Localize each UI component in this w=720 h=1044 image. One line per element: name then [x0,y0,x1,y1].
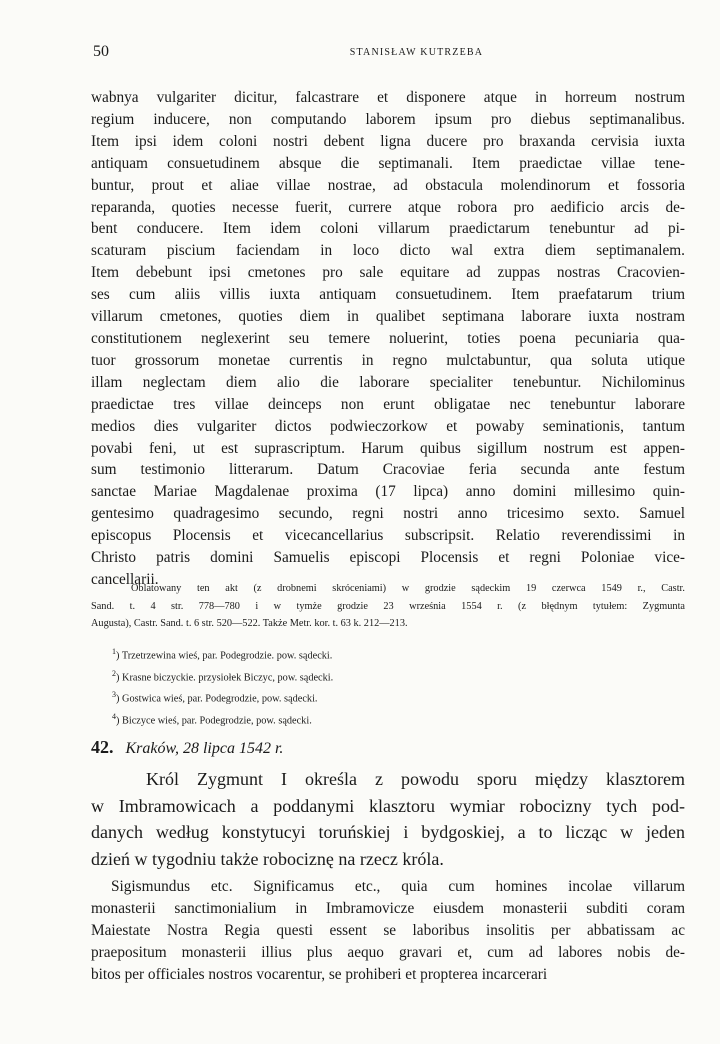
text-line: Maiestate Nostra Regia questi essent se laboribus insolitis per abbatissam ac [91,921,685,939]
footnotes [112,643,672,730]
note-line: Augusta), Castr. Sand. t. 6 str. 520—522. Także Metr. kor. t. 63 k. 212—213. [91,618,408,629]
text-line: gentesimo quadragesimo secundo, regni nostri anno tricesimo sexto. Samuel [91,505,685,523]
note-line: Sand. t. 4 str. 778—780 i w tymże grodzie 23 września 1554 r. (z błędnym tytułem: Zygmunta [91,600,685,612]
footnote-text: ) Biczyce wieś, par. Podegrodzie, pow. sądecki. [116,715,312,727]
text-line: povabi feni, ut est suprascriptum. Harum quibus sigillum nostrum est appen- [91,439,685,457]
footnote-text: ) Krasne biczyckie. przysiołek Biczyc, pow. sądecki. [116,672,334,684]
page-header [93,43,690,65]
document-summary [91,766,685,872]
text-line: praepositum monasterii illius plus aequo gravari et, cum ad labores nobis de- [91,943,685,961]
text-line: bitos per officiales nostros vocarentur, se prohiberi et propterea incarcerari [91,965,548,983]
document-text [91,876,685,986]
footnote-mark: 2 [112,668,116,678]
running-head: STANISŁAW KUTRZEBA [349,47,484,58]
footnote [112,686,672,708]
text-line: praedictae tres villae deinceps non erunt obligatae nec tenebuntur laborare [91,395,685,413]
text-line: Christo patris domini Samuelis episcopi Plocensis et regni Poloniae vice- [91,549,685,567]
text-line: medios dies vulgariter dictos podwieczorkow et powaby seminationis, tantum [91,417,685,435]
text-line: reparanda, quoties necesse fuerit, currere atque robora pro aedificio arcis de- [91,198,685,216]
text-line: wabnya vulgariter dicitur, falcastrare et disponere atque in horreum nostrum [91,89,685,106]
text-line: antiquam consuetudinem absque die septimanali. Item praedictae villae tene- [91,154,685,172]
archival-note [91,580,685,633]
summary-line: danych według konstytucyi toruńskiej i bydgoskiej, a to licząc w jeden [91,822,685,843]
footnote [112,708,672,730]
text-line: villarum cmetones, quoties diem in qualibet septimana laborare iuxta nostram [91,308,685,326]
text-line: sanctae Mariae Magdalenae proxima (17 lipca) anno domini millesimo quin- [91,483,685,501]
summary-line: Król Zygmunt I określa z powodu sporu między klasztorem [146,769,685,789]
footnote-text: ) Trzetrzewina wieś, par. Podegrodzie. pow. sądecki. [116,650,333,662]
text-line: constitutionem neglexerint seu temere noluerint, toties poena pecuniaria qua- [91,329,685,347]
footnote-mark: 1 [112,647,116,656]
text-line: cancellarii. [91,570,159,588]
footnote-mark: 4 [112,711,116,721]
document-place-date: Kraków, 28 lipca 1542 r. [125,740,284,757]
text-line: Sigismundus etc. Significamus etc., quia cum homines incolae villarum [111,878,685,895]
document-number: 42. [91,737,114,757]
page-number: 50 [93,43,109,60]
summary-line: w Imbramowicach a poddanymi klasztoru wymiar robocizny tych pod- [91,795,685,816]
footnote [112,643,672,665]
text-line: scaturam piscium faciendam in loco dicto wal extra diem septimanalem. [91,242,685,260]
footnote [112,665,672,687]
note-line: Oblatowany ten akt (z drobnemi skróceniami) w grodzie sądeckim 19 czerwca 1549 r., Castr. [131,583,685,594]
text-line: ses cum aliis villis iuxta antiquam consuetudinem. Item praefatarum trium [91,286,685,304]
text-line: episcopus Plocensis et vicecancellarius subscripsit. Relatio reverendissimi in [91,527,685,545]
footnote-text: ) Gostwica wieś, par. Podegrodzie, pow. sądecki. [116,693,318,705]
text-line: Item ipsi idem coloni nostri debent ligna ducere pro braxanda cervisia iuxta [91,132,685,150]
text-line: bent conducere. Item idem coloni villarum praedictarum tenebuntur ad pi- [91,220,685,238]
summary-line: dzień w tygodniu także robociznę na rzecz króla. [91,848,444,869]
text-line: Item debebunt ipsi cmetones pro sale equitare ad zuppas nostras Cracovien- [91,264,685,282]
text-line: buntur, prout et aliae villae nostrae, ad obstacula molendinorum et fossoria [91,176,685,194]
document-heading [91,737,283,758]
text-line: monasterii sanctimonialium in Imbramovicze eiusdem monasterii subditi coram [91,899,685,917]
text-line: illam neglectam diem alio die laborare specialiter tenebuntur. Nichilominus [91,373,685,391]
text-line: regium inducere, non computando laborem ipsum pro diebus septimanalibus. [91,110,685,128]
footnote-mark: 3 [112,690,116,700]
text-line: sum testimonio litterarum. Datum Cracoviae feria secunda ante festum [91,461,685,479]
text-line: tuor grossorum monetae currentis in regno mulctabuntur, qua soluta utique [91,351,685,369]
main-text [91,87,685,591]
